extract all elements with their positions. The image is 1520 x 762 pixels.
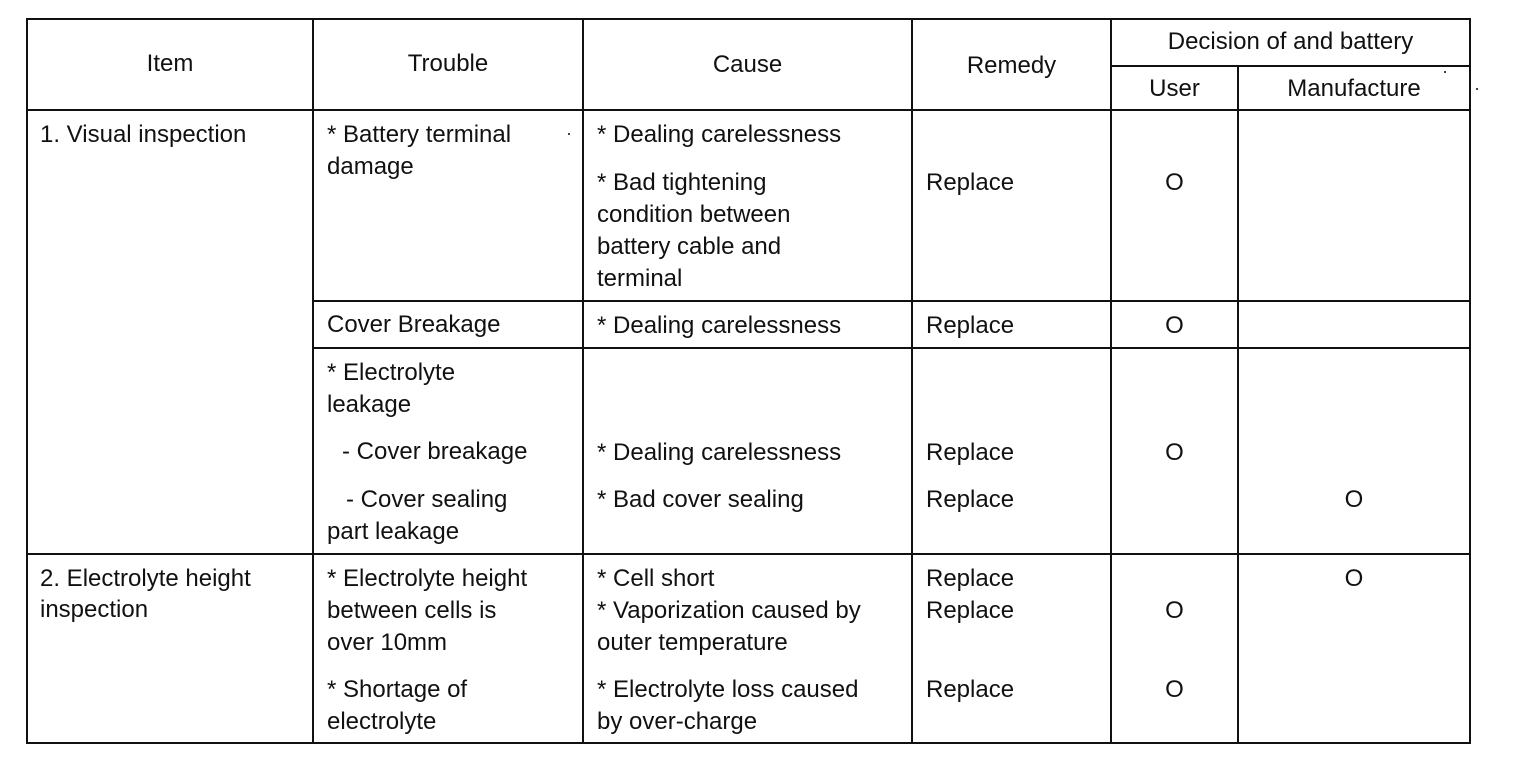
trouble-electrolyte-leakage-line2: leakage [327,391,412,418]
col-line-user [1237,65,1239,744]
user-mark: O [1165,169,1184,196]
trouble-height-line1: * Electrolyte height [327,565,528,592]
trouble-sub-cover-sealing-line2: part leakage [327,518,460,545]
scan-speck [1476,88,1478,90]
header-decision: Decision of and battery [1167,28,1414,55]
col-line-trouble [582,18,584,744]
item-electrolyte-height-line2: inspection [40,596,149,623]
trouble-electrolyte-leakage-line1: * Electrolyte [327,359,456,386]
header-trouble: Trouble [407,50,489,77]
trouble-shortage-line2: electrolyte [327,708,437,735]
cause-bad-cover-sealing: * Bad cover sealing [597,486,804,513]
manufacture-mark: O [1344,486,1364,513]
remedy-replace: Replace [926,597,1015,624]
header-item: Item [146,50,194,77]
user-mark: O [1165,597,1184,624]
cause-bad-tightening-line1: * Bad tightening [597,169,767,196]
decision-header-divider [1111,65,1471,67]
item-electrolyte-height-line1: 2. Electrolyte height [40,565,251,592]
trouble-shortage-line1: * Shortage of [327,676,468,703]
remedy-replace: Replace [926,312,1015,339]
remedy-replace: Replace [926,676,1015,703]
item-visual-inspection: 1. Visual inspection [40,121,247,148]
row-divider-terminal [312,300,1471,302]
cause-electrolyte-loss-line2: by over-charge [597,708,758,735]
cause-bad-tightening-line2: condition between [597,201,791,228]
col-line-remedy [1110,18,1112,744]
manufacture-mark: O [1344,565,1364,592]
cause-electrolyte-loss-line1: * Electrolyte loss caused [597,676,859,703]
remedy-replace: Replace [926,169,1015,196]
cause-vaporization-line2: outer temperature [597,629,788,656]
cause-dealing-carelessness: * Dealing carelessness [597,439,842,466]
scan-speck [568,133,570,135]
col-line-cause [911,18,913,744]
col-line-item [312,18,314,744]
trouble-sub-cover-sealing-line1: - Cover sealing [346,486,508,513]
cause-dealing-carelessness: * Dealing carelessness [597,312,842,339]
trouble-height-line3: over 10mm [327,629,448,656]
header-cause: Cause [712,51,783,78]
cause-dealing-carelessness: * Dealing carelessness [597,121,842,148]
header-bottom-line [26,109,1471,111]
trouble-terminal-line2: damage [327,153,414,180]
cause-bad-tightening-line4: terminal [597,265,683,292]
trouble-terminal-line1: * Battery terminal [327,121,512,148]
user-mark: O [1165,312,1184,339]
trouble-sub-cover-breakage: - Cover breakage [342,438,528,465]
cause-bad-tightening-line3: battery cable and [597,233,782,260]
remedy-replace: Replace [926,439,1015,466]
user-mark: O [1165,676,1184,703]
header-remedy: Remedy [966,52,1057,79]
cause-cell-short: * Cell short [597,565,715,592]
trouble-cover-breakage: Cover Breakage [327,311,501,338]
remedy-replace: Replace [926,565,1015,592]
header-user: User [1149,75,1200,102]
remedy-replace: Replace [926,486,1015,513]
row-divider-cover [312,347,1471,349]
cause-vaporization-line1: * Vaporization caused by [597,597,861,624]
trouble-height-line2: between cells is [327,597,497,624]
header-manufacture: Manufacture [1287,75,1421,102]
section-divider [26,553,1471,555]
user-mark: O [1165,439,1184,466]
